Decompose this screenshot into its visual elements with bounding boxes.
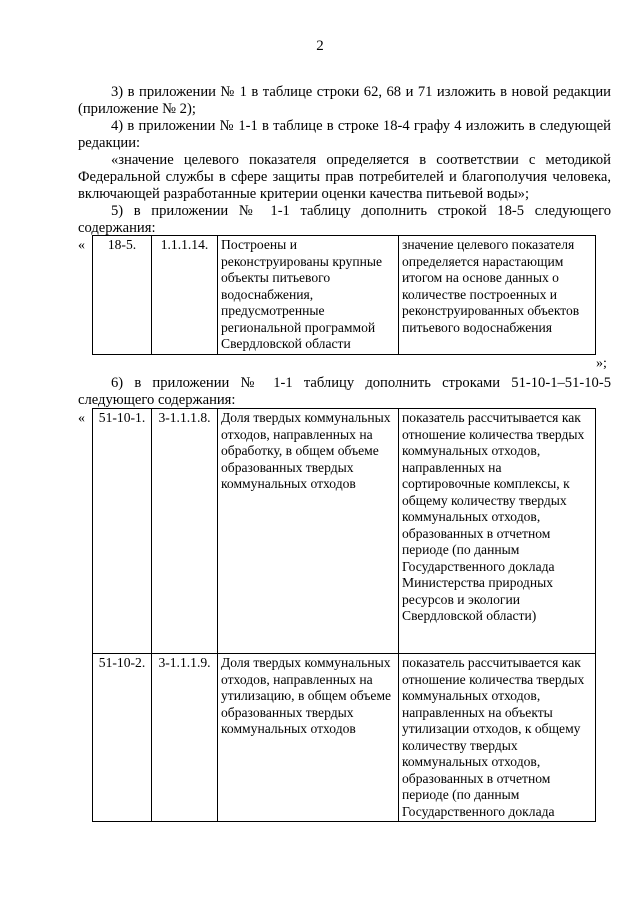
table2-quote-open: «	[78, 411, 85, 426]
paragraph-3: 3) в приложении № 1 в таблице строки 62, 68 и 71 изложить в новой редакции (приложение № 2);	[78, 84, 611, 117]
indicator-description: показатель рассчитывается как отношение количества твердых коммунальных отходов, направленных на сортировочные комплексы, к общему количеству твердых коммунальных отходов, образованных в отчетном периоде (по данным Государственного доклада Министерства природных ресурсов и экологии Свердловской области)	[399, 409, 596, 654]
indicator-name: Доля твердых коммунальных отходов, направленных на обработку, в общем объеме образованных твердых коммунальных отходов	[218, 409, 399, 654]
table-row-18-5	[92, 235, 596, 355]
row-code: 1.1.1.14.	[152, 236, 218, 355]
row-code: 3-1.1.1.8.	[152, 409, 218, 654]
paragraph-5: 5) в приложении № 1-1 таблицу дополнить строкой 18-5 следующего содержания:	[78, 203, 611, 236]
indicator-name: Построены и реконструированы крупные объекты питьевого водоснабжения, предусмотренные региональной программой Свердловской области	[218, 236, 399, 355]
paragraph-4: 4) в приложении № 1-1 в таблице в строке 18-4 графу 4 изложить в следующей редакции:	[78, 118, 611, 151]
indicator-description: показатель рассчитывается как отношение количества твердых коммунальных отходов, направленных на объекты утилизации отходов, к общему количеству твердых коммунальных отходов, образованных в отчетном периоде (по данным Государственного доклада	[399, 654, 596, 822]
row-number: 51-10-2.	[93, 654, 152, 822]
page-number: 2	[316, 38, 324, 54]
table1-quote-open: «	[78, 238, 85, 253]
row-number: 18-5.	[93, 236, 152, 355]
row-code: 3-1.1.1.9.	[152, 654, 218, 822]
table-rows-51-10	[92, 408, 596, 822]
table-row	[93, 409, 596, 654]
indicator-description: значение целевого показателя определяется нарастающим итогом на основе данных о количестве построенных и реконструированных объектов питьевого водоснабжения	[399, 236, 596, 355]
table-row	[93, 236, 596, 355]
indicator-name: Доля твердых коммунальных отходов, направленных на утилизацию, в общем объеме образованных твердых коммунальных отходов	[218, 654, 399, 822]
table1-quote-close: »;	[596, 356, 607, 371]
paragraph-4-quote: «значение целевого показателя определяется в соответствии с методикой Федеральной службы в сфере защиты прав потребителей и благополучия человека, включающей разработанные критерии оценки качества питьевой воды»;	[78, 152, 611, 202]
paragraph-6: 6) в приложении № 1-1 таблицу дополнить строками 51-10-1–51-10-5 следующего содержания:	[78, 375, 611, 408]
table-row	[93, 654, 596, 822]
row-number: 51-10-1.	[93, 409, 152, 654]
